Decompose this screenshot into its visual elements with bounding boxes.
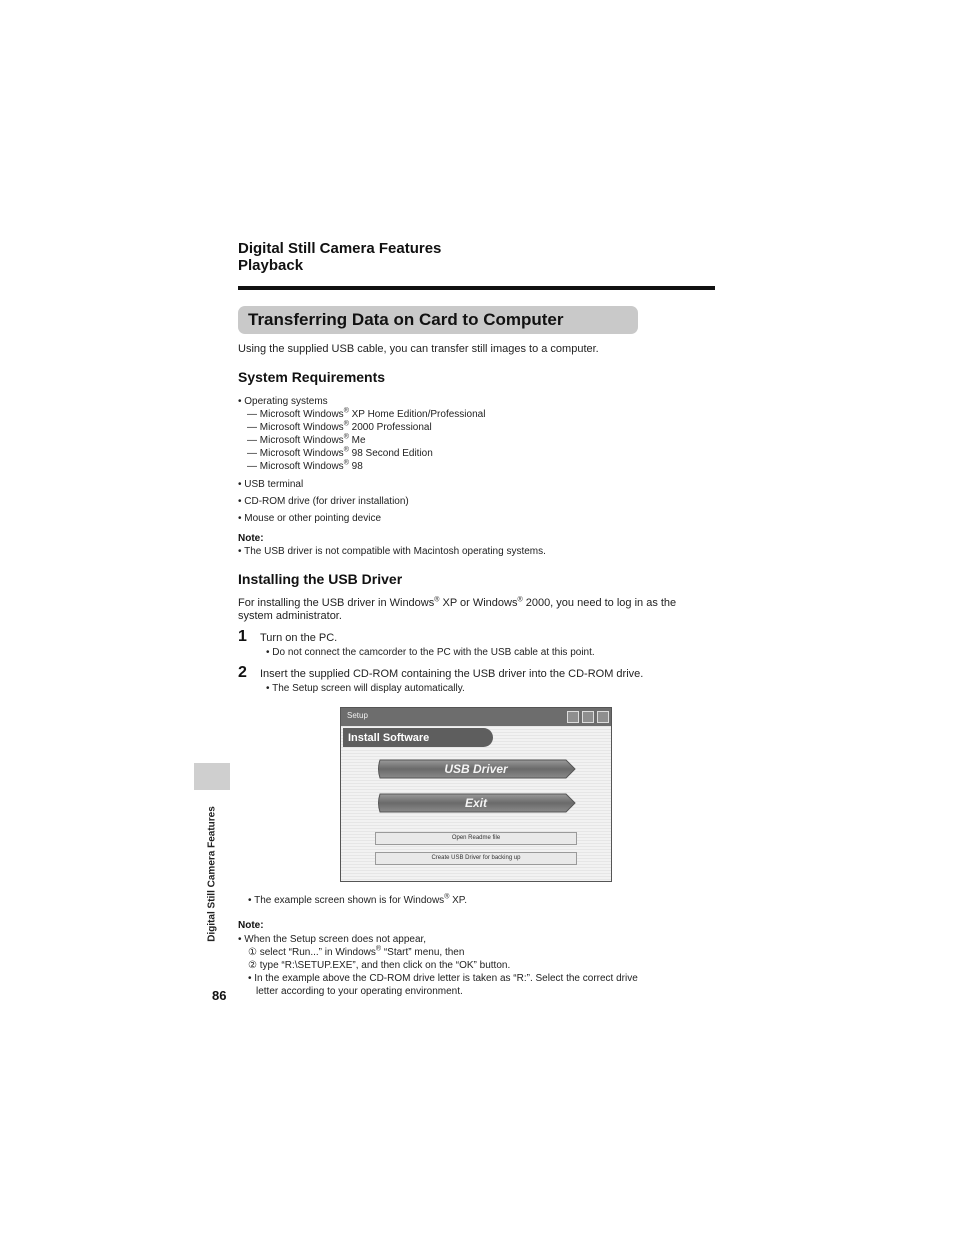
close-icon[interactable] <box>597 711 609 723</box>
note-text: • The USB driver is not compatible with Macintosh operating systems. <box>238 546 546 557</box>
note-2-line-5: letter according to your operating environment. <box>256 986 463 997</box>
exit-label: Exit <box>464 796 487 810</box>
os-item: — Microsoft Windows® 2000 Professional <box>247 420 432 433</box>
setup-body <box>341 726 611 882</box>
open-readme-button[interactable]: Open Readme file <box>375 832 577 845</box>
section-header <box>238 240 441 274</box>
step-1-number: 1 <box>238 628 247 645</box>
setup-titlebar <box>341 708 611 726</box>
install-software-label: Install Software <box>348 732 430 744</box>
create-backup-button[interactable]: Create USB Driver for backing up <box>375 852 577 865</box>
note-2-line-3: ② type “R:\SETUP.EXE”, and then click on the “OK” button. <box>248 960 511 971</box>
os-item: — Microsoft Windows® 98 Second Edition <box>247 446 433 459</box>
note-2-label: Note: <box>238 920 264 931</box>
cdrom-item: • CD-ROM drive (for driver installation) <box>238 496 409 507</box>
mouse-item: • Mouse or other pointing device <box>238 513 382 524</box>
example-screen-note: • The example screen shown is for Windows® XP. <box>248 893 467 906</box>
step-2-bullet: • The Setup screen will display automatically. <box>266 683 465 694</box>
install-software-tab <box>343 728 493 747</box>
setup-window <box>340 707 612 882</box>
usb-terminal-item: • USB terminal <box>238 479 304 490</box>
note-2-line-2: ① select “Run...” in Windows® “Start” menu, then <box>248 945 465 958</box>
usb-driver-button[interactable] <box>376 759 576 779</box>
exit-button[interactable] <box>376 793 576 813</box>
os-item: — Microsoft Windows® XP Home Edition/Professional <box>247 407 486 420</box>
intro-text: Using the supplied USB cable, you can transfer still images to a computer. <box>238 343 599 355</box>
note-2-line-4: • In the example above the CD-ROM drive letter is taken as “R:”. Select the correct drive <box>248 973 638 984</box>
installing-paragraph: For installing the USB driver in Windows® XP or Windows® 2000, you need to log in as the system administrator. <box>238 596 677 622</box>
minimize-icon[interactable] <box>567 711 579 723</box>
os-list <box>238 395 485 473</box>
os-label: • Operating systems <box>238 396 328 407</box>
side-tab-box <box>194 763 230 790</box>
maximize-icon[interactable] <box>582 711 594 723</box>
setup-title: Setup <box>347 711 368 720</box>
usb-driver-label: USB Driver <box>444 762 508 776</box>
page-number: 86 <box>212 988 227 1003</box>
header-rule <box>238 286 715 290</box>
system-requirements-heading: System Requirements <box>238 369 386 385</box>
installing-heading: Installing the USB Driver <box>238 571 403 587</box>
step-2-number: 2 <box>238 664 247 681</box>
step-2-text: Insert the supplied CD-ROM containing the USB driver into the CD-ROM drive. <box>260 668 644 680</box>
step-1-text: Turn on the PC. <box>260 632 338 644</box>
os-item: — Microsoft Windows® Me <box>247 433 366 446</box>
step-1-bullet: • Do not connect the camcorder to the PC with the USB cable at this point. <box>266 647 595 658</box>
note-label: Note: <box>238 533 264 544</box>
section-header-line2: Playback <box>238 257 304 274</box>
os-item: — Microsoft Windows® 98 <box>247 459 363 472</box>
page-title: Transferring Data on Card to Computer <box>238 306 638 334</box>
section-header-line1: Digital Still Camera Features <box>238 240 442 257</box>
note-2-line-1: • When the Setup screen does not appear, <box>238 934 427 945</box>
